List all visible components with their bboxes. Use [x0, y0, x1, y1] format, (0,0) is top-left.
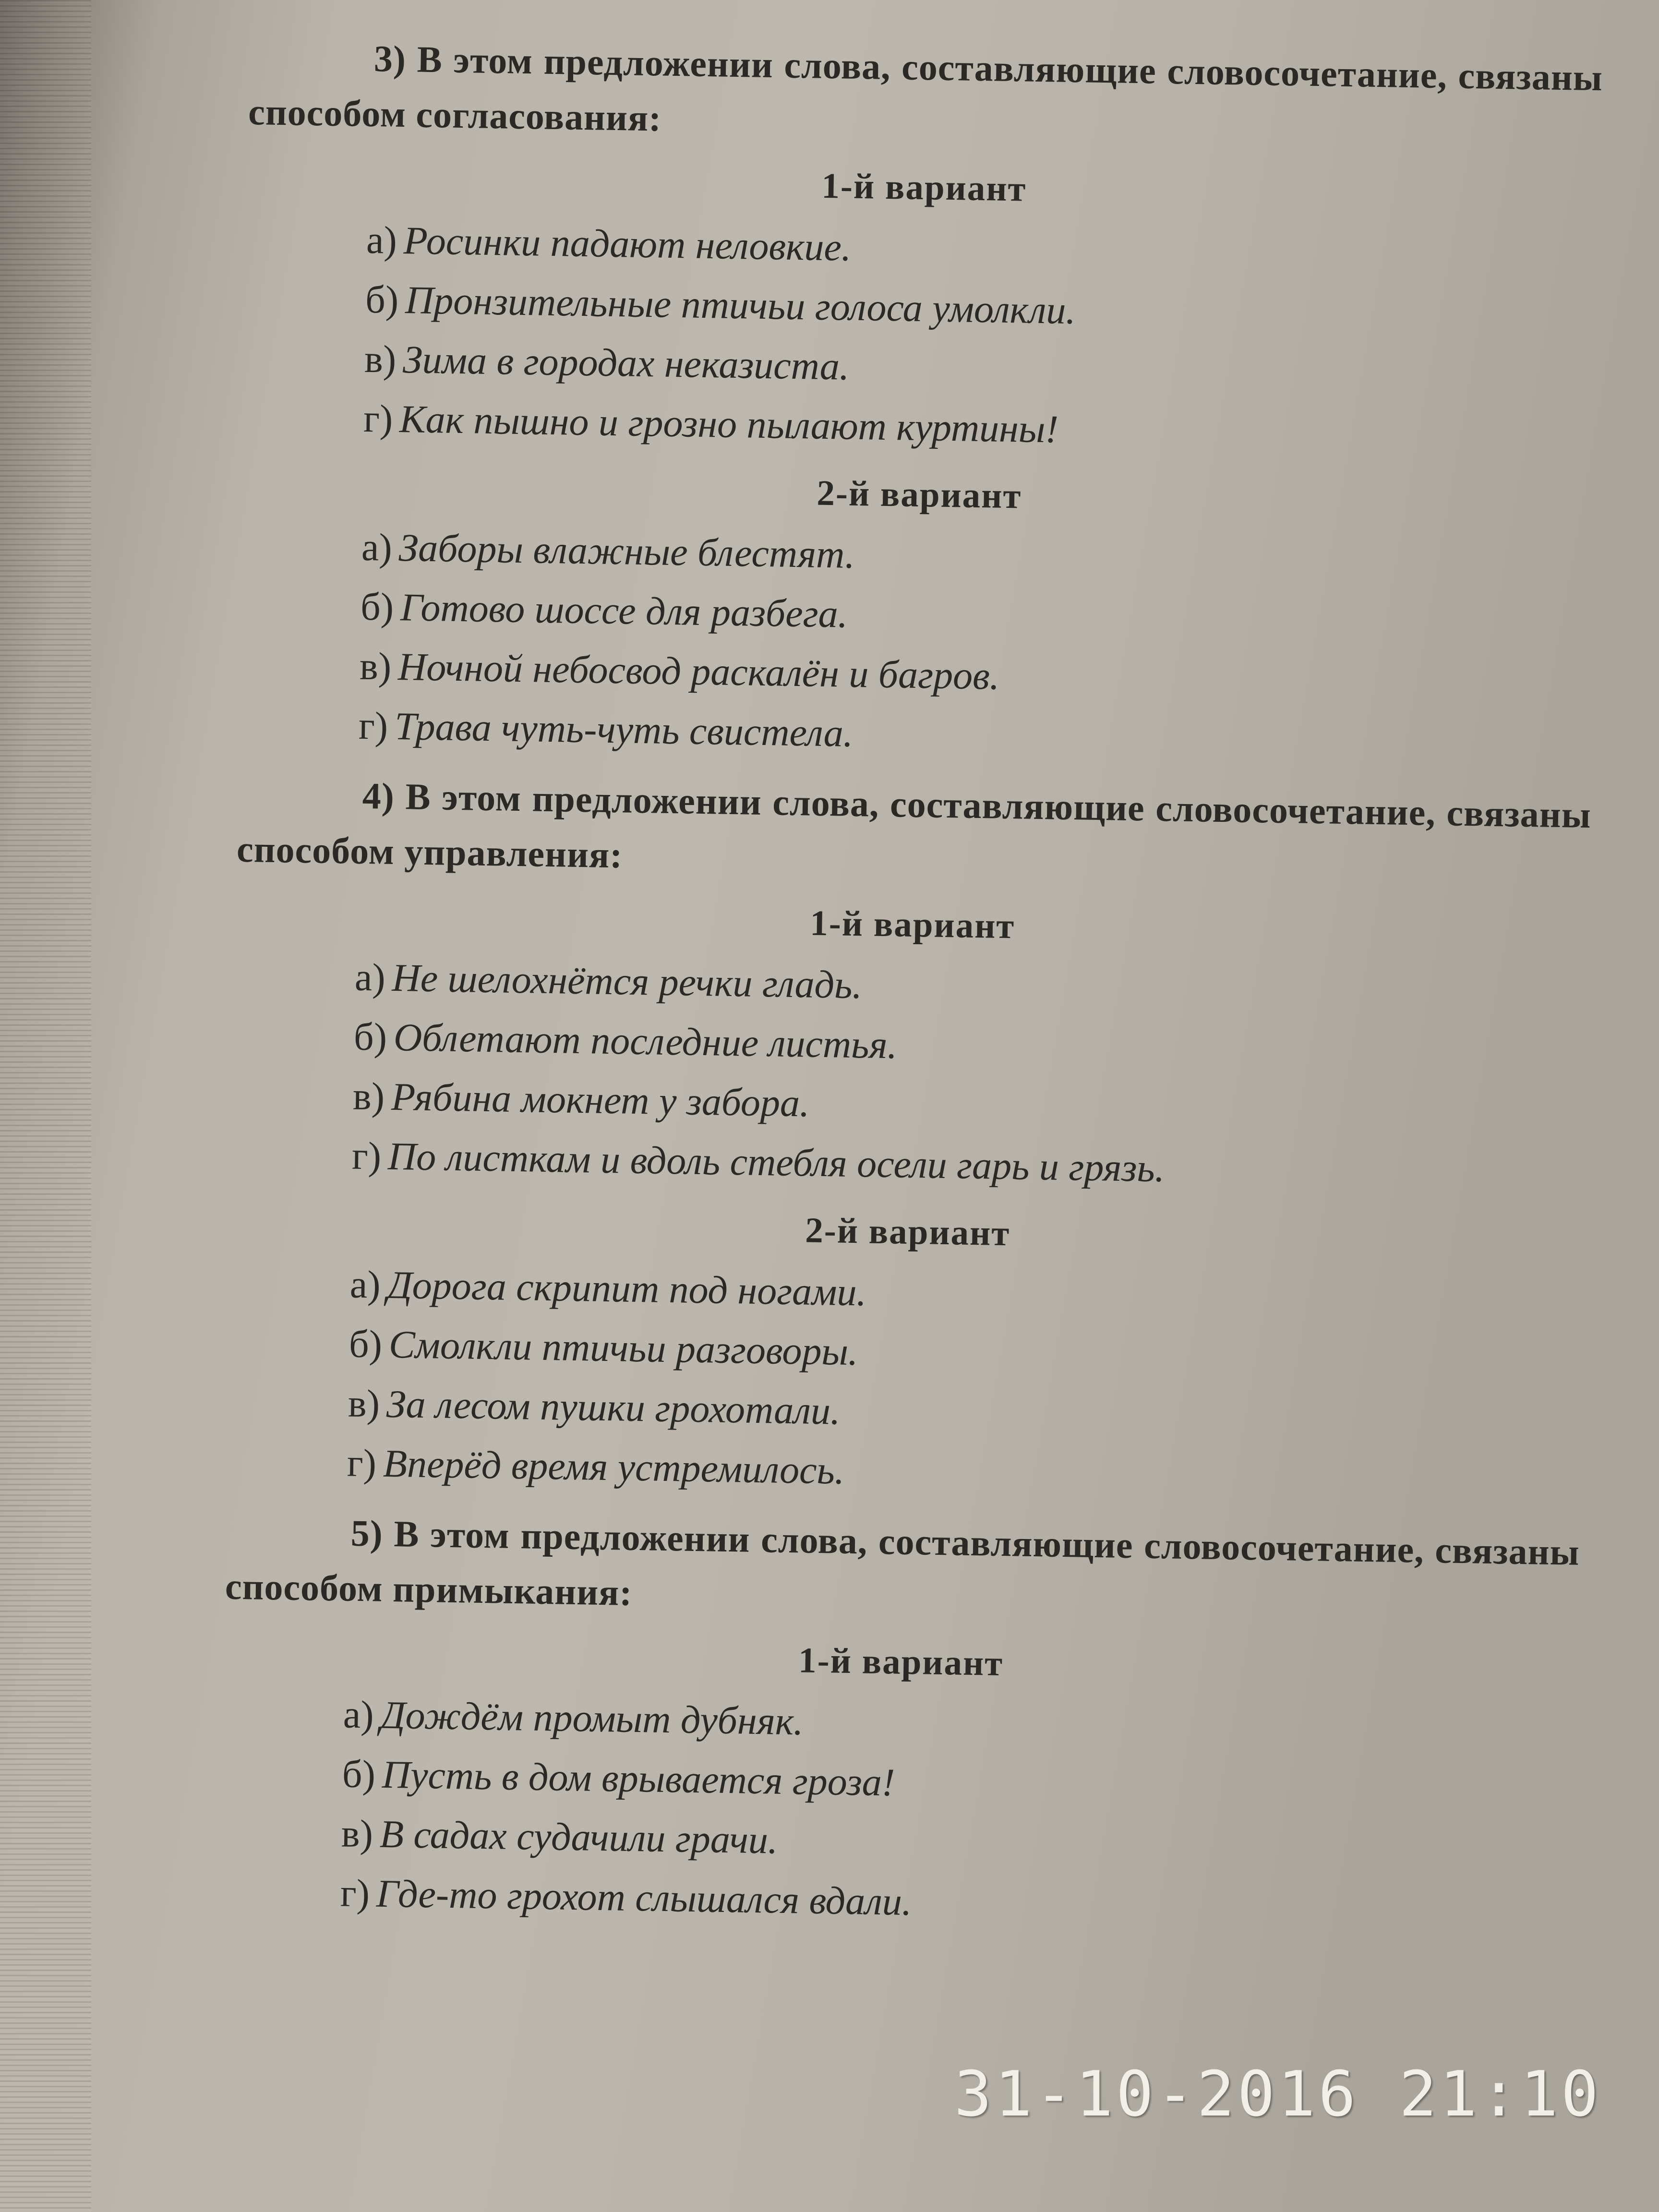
- answer-letter: б): [349, 1322, 383, 1366]
- answer-letter: в): [352, 1074, 385, 1118]
- variant-title: 1-й вариант: [821, 166, 1027, 209]
- answer-sentence: Заборы влажные блестят.: [398, 526, 855, 577]
- answer-letter: а): [354, 955, 386, 999]
- answer-letter: а): [361, 525, 393, 569]
- page-text: [220, 29, 1603, 1955]
- answer-sentence: Пусть в дом врывается гроза!: [382, 1752, 895, 1804]
- answer-letter: б): [365, 277, 399, 322]
- answer-sentence: Готово шоссе для разбега.: [400, 585, 848, 636]
- question-section-5: [220, 1503, 1580, 1942]
- answer-sentence: Трава чуть-чуть свистела.: [394, 704, 854, 755]
- answer-letter: г): [358, 703, 388, 748]
- answer-sentence: За лесом пушки грохотали.: [386, 1382, 841, 1433]
- variant-title: 1-й вариант: [809, 903, 1015, 947]
- answer-letter: г): [363, 396, 393, 441]
- answer-sentence: Где-то грохот слышался вдали.: [376, 1871, 913, 1924]
- variant-title: 2-й вариант: [805, 1210, 1010, 1254]
- answer-sentence: Дорога скрипит под ногами.: [386, 1262, 867, 1314]
- variant-title: 2-й вариант: [816, 473, 1022, 517]
- answer-letter: в): [364, 337, 397, 381]
- answer-sentence: Облетают последние листья.: [393, 1015, 898, 1067]
- answer-sentence: Зима в городах неказиста.: [402, 337, 850, 388]
- answer-letter: а): [349, 1262, 381, 1307]
- variant-title: 1-й вариант: [798, 1640, 1004, 1684]
- book-binding-shadow: [0, 0, 91, 2212]
- question-text: 5) В этом предложении слова, составляющие словосочетание, связаны способом примыкания:: [225, 1512, 1580, 1613]
- answer-sentence: Как пышно и грозно пылают куртины!: [399, 397, 1059, 451]
- answer-sentence: Рябина мокнет у забора.: [391, 1074, 810, 1125]
- answer-letter: б): [353, 1014, 387, 1059]
- question-text: 4) В этом предложении слова, составляющие словосочетание, связаны способом управления:: [236, 774, 1592, 876]
- answer-letter: б): [360, 584, 394, 629]
- answer-sentence: Смолкли птичьи разговоры.: [388, 1322, 859, 1374]
- answer-letter: а): [343, 1692, 374, 1737]
- answer-letter: в): [348, 1381, 380, 1426]
- answer-sentence: Вперёд время устремилось.: [383, 1441, 845, 1492]
- answer-sentence: Пронзительные птичьи голоса умолкли.: [405, 278, 1076, 333]
- answer-letter: в): [359, 644, 392, 688]
- answer-letter: г): [351, 1133, 382, 1178]
- answer-letter: а): [366, 217, 397, 262]
- answer-sentence: Дождём промыт дубняк.: [380, 1693, 804, 1743]
- answer-letter: г): [347, 1441, 377, 1485]
- answer-letter: б): [342, 1752, 376, 1796]
- answer-sentence: Росинки падают неловкие.: [403, 218, 852, 269]
- question-section-4: [227, 766, 1591, 1512]
- answer-sentence: Не шелохнётся речки гладь.: [391, 955, 863, 1007]
- answer-letter: г): [340, 1871, 370, 1915]
- answer-letter: в): [341, 1811, 373, 1856]
- question-section-3: [238, 29, 1603, 775]
- answer-sentence: Ночной небосвод раскалён и багров.: [397, 645, 1000, 698]
- answer-sentence: По листкам и вдоль стебля осели гарь и грязь.: [387, 1134, 1165, 1190]
- photo-timestamp: 31-10-2016 21:10: [954, 2057, 1601, 2130]
- question-text: 3) В этом предложении слова, составляющие словосочетание, связаны способом согласования:: [248, 37, 1603, 139]
- answer-sentence: В садах судачили грачи.: [379, 1812, 779, 1862]
